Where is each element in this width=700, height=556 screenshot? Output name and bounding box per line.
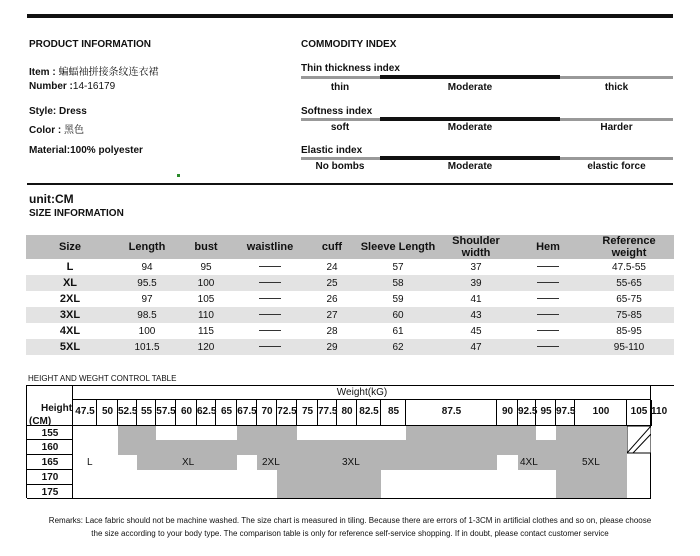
weight-value: 110 — [651, 406, 668, 417]
size-cell: L — [66, 261, 74, 273]
weight-value: 50 — [101, 406, 114, 417]
height-value: 170 — [41, 472, 59, 483]
table-row — [26, 339, 674, 355]
empty-value-dash — [512, 339, 584, 355]
number-label: Number : — [29, 81, 73, 92]
table-cell: 37 — [470, 261, 482, 273]
table-cell: 95-110 — [584, 339, 674, 355]
table-cell: 95.5 — [114, 275, 180, 291]
empty-value-dash — [512, 307, 584, 323]
weight-value: 100 — [592, 406, 610, 417]
col-waistline: waistline — [232, 235, 308, 259]
col-sleeve-length: Sleeve Length — [356, 235, 440, 259]
size-cell: 5XL — [26, 339, 114, 355]
hatched-cell — [627, 426, 651, 455]
weight-value: 95 — [540, 406, 552, 417]
table-cell: 28 — [326, 325, 338, 337]
weight-value: 75 — [301, 406, 314, 417]
commodity-heading: COMMODITY INDEX — [301, 39, 397, 50]
height-value: 175 — [41, 487, 59, 498]
empty-value-dash — [512, 323, 584, 339]
table-cell: 59 — [392, 293, 404, 305]
table-cell: 26 — [326, 293, 338, 305]
weight-value: 57.5 — [156, 406, 176, 417]
style-text: Style: Dress — [29, 106, 87, 117]
empty-value-dash — [512, 275, 584, 291]
weight-value: 72.5 — [277, 406, 297, 417]
empty-value-dash — [232, 275, 308, 291]
height-value: 160 — [41, 442, 59, 453]
softness-scale-marker — [380, 117, 560, 121]
size-table-header — [26, 235, 674, 259]
size-cell: 2XL — [59, 293, 81, 305]
weight-value: 62.5 — [197, 406, 217, 417]
size-info-heading: SIZE INFORMATION — [29, 208, 124, 219]
table-cell: 43 — [440, 307, 512, 323]
size-cell: 4XL — [59, 325, 81, 337]
weight-value: 82.5 — [359, 406, 379, 417]
elastic-label-moderate: Moderate — [447, 161, 493, 172]
item-row — [29, 63, 158, 78]
cm-label: (CM) — [29, 416, 52, 427]
empty-value-dash — [232, 291, 308, 307]
empty-value-dash — [232, 323, 308, 339]
elastic-index-title: Elastic index — [301, 145, 363, 156]
weight-value: 65 — [220, 406, 233, 417]
table-cell: 61 — [392, 325, 404, 337]
table-cell: 47 — [440, 339, 512, 355]
weight-value: 80 — [341, 406, 353, 417]
table-cell: 41 — [470, 293, 482, 305]
thickness-label-thick: thick — [604, 82, 629, 93]
thickness-label-moderate: Moderate — [447, 82, 493, 93]
table-cell: 100 — [180, 275, 232, 291]
number-value: 14-16179 — [72, 81, 116, 92]
col-cuff: cuff — [308, 235, 356, 259]
table-cell: 115 — [198, 325, 214, 337]
hw-size-label: XL — [182, 457, 195, 468]
hw-size-label: L — [87, 457, 93, 468]
weight-value: 77.5 — [318, 406, 338, 417]
table-cell: 75-85 — [584, 307, 674, 323]
table-cell: 100 — [138, 325, 156, 337]
size-cell: XL — [26, 275, 114, 291]
hw-size-label: 5XL — [582, 457, 600, 468]
color-value: 黑色 — [64, 125, 84, 136]
empty-value-dash — [512, 259, 584, 275]
elastic-label-elastic-force: elastic force — [587, 161, 646, 172]
hw-size-label: 4XL — [520, 457, 538, 468]
material-text: Material:100% polyester — [29, 145, 143, 156]
table-row — [26, 291, 674, 307]
col-length: Length — [114, 235, 180, 259]
table-cell: 29 — [308, 339, 356, 355]
table-cell: 47.5-55 — [612, 261, 646, 273]
color-row — [29, 121, 84, 136]
empty-value-dash — [232, 339, 308, 355]
unit-label: unit:CM — [29, 192, 74, 206]
color-label: Color : — [29, 125, 62, 136]
softness-label-soft: soft — [330, 122, 350, 133]
table-row — [26, 307, 674, 323]
tick-mark — [177, 174, 180, 177]
weight-value: 55 — [140, 406, 153, 417]
hw-size-label: 3XL — [342, 457, 360, 468]
table-cell: 55-65 — [584, 275, 674, 291]
weight-value: 47.5 — [75, 406, 95, 417]
size-cell: 3XL — [26, 307, 114, 323]
elastic-label-no-bombs: No bombs — [315, 161, 365, 172]
height-label: Height — [41, 403, 73, 414]
number-row — [29, 81, 115, 92]
col-size: Size — [26, 235, 114, 259]
item-label: Item : — [29, 67, 56, 78]
table-cell: 105 — [197, 293, 215, 305]
weight-value: 90 — [501, 406, 514, 417]
thickness-index-title: Thin thickness index — [301, 63, 400, 74]
item-value: 蝙蝠袖拼接条纹连衣裙 — [58, 67, 159, 78]
table-cell: 58 — [356, 275, 440, 291]
section-rule — [27, 183, 673, 185]
col-reference-weight: Reference weight — [584, 235, 674, 259]
empty-value-dash — [232, 307, 308, 323]
col-hem: Hem — [512, 235, 584, 259]
top-rule — [27, 14, 673, 18]
table-cell: 65-75 — [616, 293, 642, 305]
table-cell: 27 — [308, 307, 356, 323]
softness-label-harder: Harder — [600, 122, 633, 133]
table-cell: 24 — [326, 261, 338, 273]
table-cell: 120 — [180, 339, 232, 355]
table-row — [26, 259, 674, 275]
grid-border — [73, 426, 651, 499]
height-value: 155 — [41, 428, 59, 439]
weight-value: 92.5 — [518, 406, 538, 417]
size-table — [26, 235, 674, 355]
weight-value: 67.5 — [237, 406, 257, 417]
table-row — [26, 275, 674, 291]
thickness-scale-marker — [380, 75, 560, 79]
softness-label-moderate: Moderate — [447, 122, 493, 133]
empty-value-dash — [512, 291, 584, 307]
height-weight-grid — [26, 385, 674, 498]
empty-value-dash — [232, 259, 308, 275]
table-cell: 57 — [392, 261, 404, 273]
weight-value: 52.5 — [118, 406, 138, 417]
hw-table-title: HEIGHT AND WEGHT CONTROL TABLE — [28, 374, 177, 383]
softness-index-title: Softness index — [301, 106, 373, 117]
weight-value: 85 — [387, 406, 400, 417]
table-cell: 98.5 — [114, 307, 180, 323]
table-cell: 97 — [141, 293, 153, 305]
weight-label: Weight(kG) — [336, 387, 388, 398]
remarks-line-2: the size according to your body type. The comparison table is only for reference self-service shopping. If in doubt, please contact customer service — [91, 529, 609, 538]
table-cell: 85-95 — [616, 325, 642, 337]
table-cell: 39 — [440, 275, 512, 291]
weight-value: 87.5 — [441, 406, 462, 417]
hw-size-label: 2XL — [262, 457, 280, 468]
table-cell: 110 — [180, 307, 232, 323]
weight-value: 105 — [630, 406, 648, 417]
elastic-scale-marker — [380, 156, 560, 160]
thickness-label-thin: thin — [330, 82, 350, 93]
remarks-line-1: Remarks: Lace fabric should not be machine washed. The size chart is measured in tiling. Because there are errors of 1-3CM in artificial clothes and so on, please choose — [48, 516, 652, 525]
table-cell: 101.5 — [114, 339, 180, 355]
table-cell: 45 — [470, 325, 482, 337]
table-cell: 25 — [308, 275, 356, 291]
table-cell: 60 — [356, 307, 440, 323]
table-cell: 95 — [200, 261, 212, 273]
weight-value: 60 — [180, 406, 193, 417]
height-value: 165 — [41, 457, 59, 468]
col-bust: bust — [180, 235, 232, 259]
table-cell: 62 — [356, 339, 440, 355]
weight-value: 97.5 — [556, 406, 576, 417]
weight-value: 70 — [261, 406, 273, 417]
col-shoulder-width: Shoulder width — [440, 235, 512, 259]
product-info-heading: PRODUCT INFORMATION — [29, 39, 152, 50]
table-cell: 94 — [141, 261, 153, 273]
table-row — [26, 323, 674, 339]
